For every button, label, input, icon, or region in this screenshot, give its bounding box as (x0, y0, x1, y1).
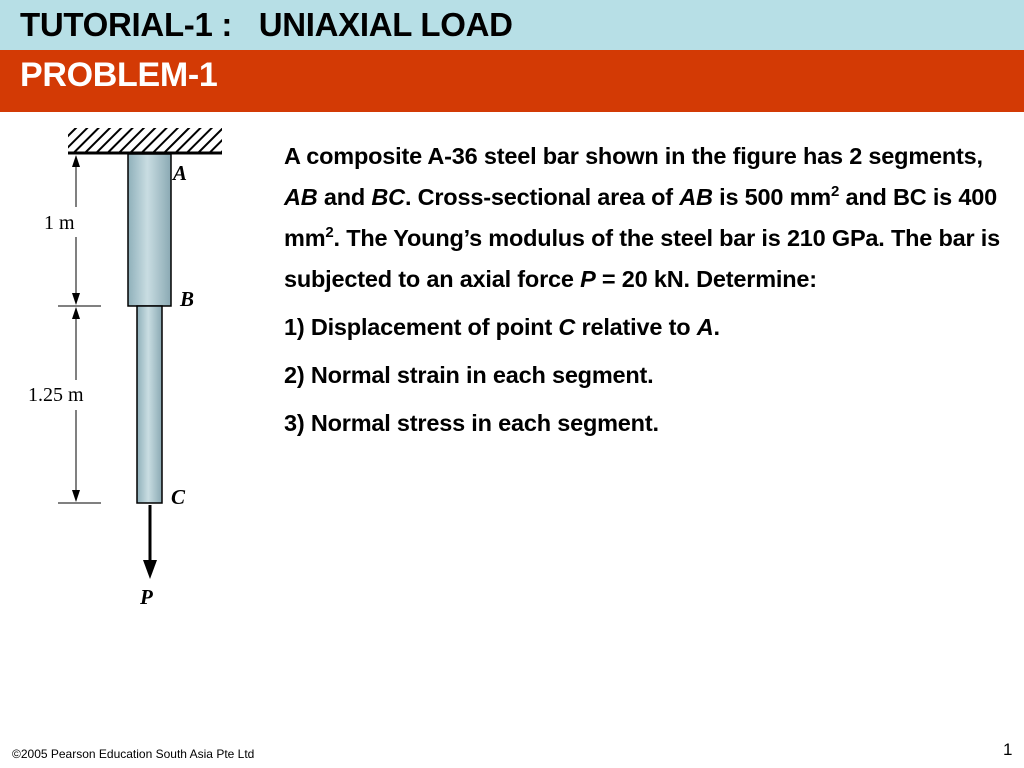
copyright-notice: ©2005 Pearson Education South Asia Pte Ltd (12, 747, 255, 761)
dim-arrow-a (72, 155, 80, 167)
point-c-label: C (171, 485, 186, 509)
question-3: 3) Normal stress in each segment. (284, 410, 659, 436)
title-bar (0, 0, 1024, 50)
problem-paragraph: A composite A-36 steel bar shown in the figure has 2 segments, AB and BC. Cross-sectional area of AB is 500 $mm^2$ and BC is 400 $mm^2$. The Young’s modulus of the steel bar is 210 GPa. The bar is subjected to an axial force P = 20 kN. Determine: (284, 143, 1000, 292)
problem-statement (284, 136, 1019, 444)
question-1: 1) Displacement of point C relative to A. (284, 314, 720, 340)
dim-arrow-c (72, 490, 80, 502)
point-b-label: B (180, 287, 195, 311)
load-arrow-head (143, 560, 157, 579)
problem-heading: PROBLEM-1 (20, 56, 218, 94)
dim-arrow-b-up (72, 293, 80, 305)
slide-title: TUTORIAL-1 : UNIAXIAL LOAD (20, 6, 513, 43)
segment-bc (137, 306, 162, 503)
question-2: 2) Normal strain in each segment. (284, 362, 654, 388)
dim-arrow-b-down (72, 307, 80, 319)
fixed-support-hatch (68, 128, 222, 152)
bar-diagram (0, 112, 270, 612)
point-a-label: A (173, 161, 188, 185)
load-label: P (140, 585, 153, 609)
dim-label-bc: 1.25 m (28, 384, 84, 406)
dim-label-ab: 1 m (44, 212, 75, 234)
page-number: 1 (1003, 740, 1013, 759)
segment-ab (128, 154, 171, 306)
problem-banner (0, 50, 1024, 112)
